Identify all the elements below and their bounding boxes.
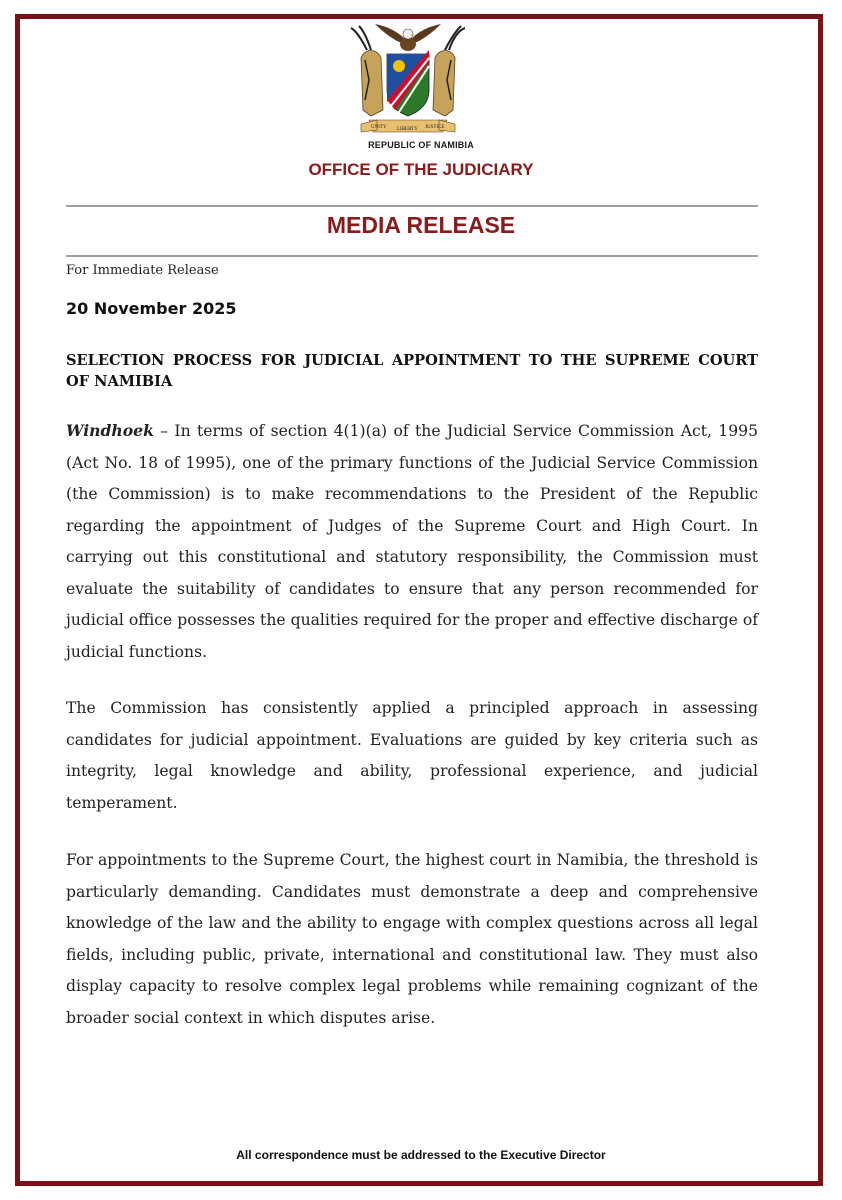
- dateline: Windhoek: [66, 421, 154, 440]
- eagle-icon: [375, 24, 441, 51]
- footer-note: All correspondence must be addressed to the Executive Director: [236, 1148, 606, 1162]
- crest-banner-right: JUSTICE: [425, 125, 445, 130]
- paragraph-1-text: – In terms of section 4(1)(a) of the Judicial Service Commission Act, 1995 (Act No. 18 of 1995), one of the primary functions of the Judicial Service Commission (the Commission) is to make recommendations to the President of the Republic regarding the appointment of Judges of the Supreme Court and High Court. In carrying out this constitutional and statutory responsibility, the Commission must evaluate the suitability of candidates to ensure that any person recommended for judicial office possesses the qualities required for the proper and effective discharge of judicial functions.: [66, 422, 758, 661]
- office-title: OFFICE OF THE JUDICIARY: [308, 160, 534, 179]
- crest-banner-center: LIBERTY: [397, 127, 418, 132]
- body-paragraph-3: For appointments to the Supreme Court, the highest court in Namibia, the threshold is particularly demanding. Candidates must demonstrate a deep and comprehensive knowledge of the law and the ability to engage with complex questions across all legal fields, including public, private, international and constitutional law. They must also display capacity to resolve complex legal problems while remaining cognizant of the broader social context in which disputes arise.: [66, 851, 758, 1027]
- body-paragraph-2: The Commission has consistently applied a principled approach in assessing candidates for judicial appointment. Evaluations are guided by key criteria such as integrity, legal knowledge and ability, professional experience, and judicial temperament.: [66, 699, 758, 812]
- coat-of-arms-icon: [347, 20, 469, 138]
- media-release-heading: MEDIA RELEASE: [326, 212, 516, 238]
- release-headline: SELECTION PROCESS FOR JUDICIAL APPOINTMENT TO THE SUPREME COURT OF NAMIBIA: [66, 352, 758, 390]
- top-divider: [66, 205, 758, 207]
- crest-banner-left: UNITY: [371, 125, 387, 130]
- bottom-divider: [66, 255, 758, 257]
- republic-title: REPUBLIC OF NAMIBIA: [368, 140, 474, 150]
- release-status: For Immediate Release: [66, 263, 219, 278]
- body-paragraph-1: [66, 415, 758, 668]
- release-date: 20 November 2025: [66, 299, 237, 318]
